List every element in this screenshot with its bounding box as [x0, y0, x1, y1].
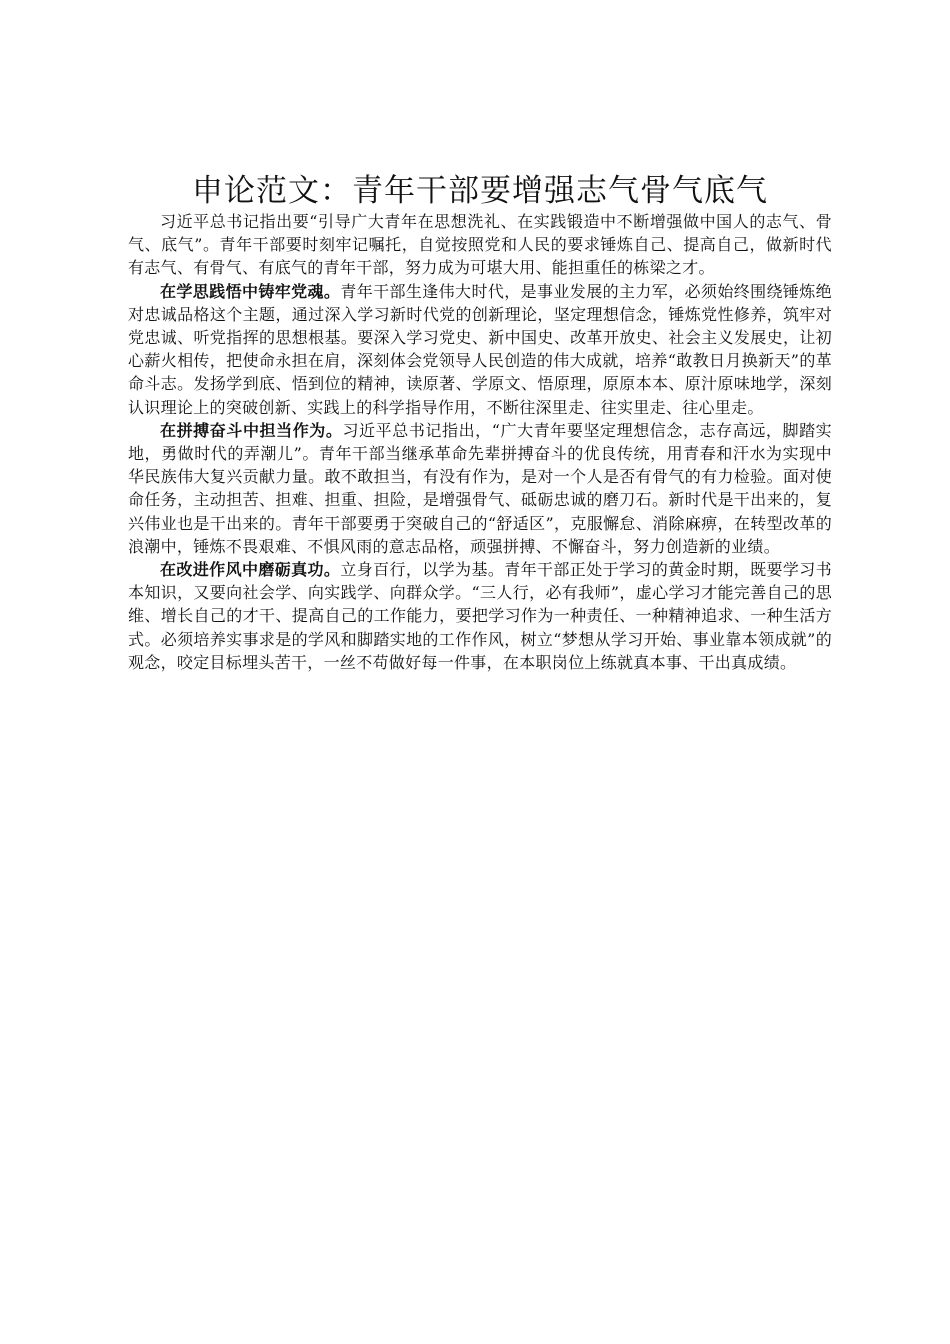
document-title: 申论范文：青年干部要增强志气骨气底气	[192, 173, 768, 209]
section-body-2: 习近平总书记指出，“广大青年要坚定理想信念，志存高远，脚踏实地，勇做时代的弄潮儿”。青年干部当继承革命先辈拼搏奋斗的优良传统，用青春和汗水为实现中华民族伟大复兴贡献力量。敢不敢担当，有没有作为，是对一个人是否有骨气的有力检验。面对使命任务，主动担苦、担难、担重、担险，是增强骨气、砥砺忠诚的磨刀石。新时代是干出来的，复兴伟业也是干出来的。青年干部要勇于突破自己的“舒适区”，克服懈怠、消除麻痹，在转型改革的浪潮中，锤炼不畏艰难、不惧风雨的意志品格，顽强拼搏、不懈奋斗，努力创造新的业绩。	[128, 420, 832, 556]
intro-paragraph: 习近平总书记指出要“引导广大青年在思想洗礼、在实践锻造中不断增强做中国人的志气、骨气、底气”。青年干部要时刻牢记嘱托，自觉按照党和人民的要求锤炼自己、提高自己，做新时代有志气、有骨气、有底气的青年干部，努力成为可堪大用、能担重任的栋梁之才。	[128, 212, 832, 278]
section-paragraph-1	[128, 280, 832, 419]
section-body-1: 青年干部生逢伟大时代，是事业发展的主力军，必须始终围绕锤炼绝对忠诚品格这个主题，通过深入学习新时代党的创新理论，坚定理想信念，锤炼党性修养，筑牢对党忠诚、听党指挥的思想根基。要深入学习党史、新中国史、改革开放史、社会主义发展史，让初心薪火相传，把使命永担在肩，深刻体会党领导人民创造的伟大成就，培养“敢教日月换新天”的革命斗志。发扬学到底、悟到位的精神，读原著、学原文、悟原理，原原本本、原汁原味地学，深刻认识理论上的突破创新、实践上的科学指导作用，不断往深里走、往实里走、往心里走。	[128, 281, 832, 417]
section-heading-1: 在学思践悟中铸牢党魂。	[160, 281, 341, 301]
section-heading-2: 在拼搏奋斗中担当作为。	[160, 420, 343, 440]
section-body-3: 立身百行，以学为基。青年干部正处于学习的黄金时期，既要学习书本知识，又要向社会学、向实践学、向群众学。“三人行，必有我师”，虚心学习才能完善自己的思维、增长自己的才干、提高自己的工作能力，要把学习作为一种责任、一种精神追求、一种生活方式。必须培养实事求是的学风和脚踏实地的工作作风，树立“梦想从学习开始、事业靠本领成就”的观念，咬定目标埋头苦干，一丝不苟做好每一件事，在本职岗位上练就真本事、干出真成绩。	[128, 560, 832, 672]
section-heading-3: 在改进作风中磨砺真功。	[160, 560, 341, 580]
document-content	[128, 172, 832, 674]
section-paragraph-2	[128, 419, 832, 558]
section-paragraph-3	[128, 558, 832, 674]
